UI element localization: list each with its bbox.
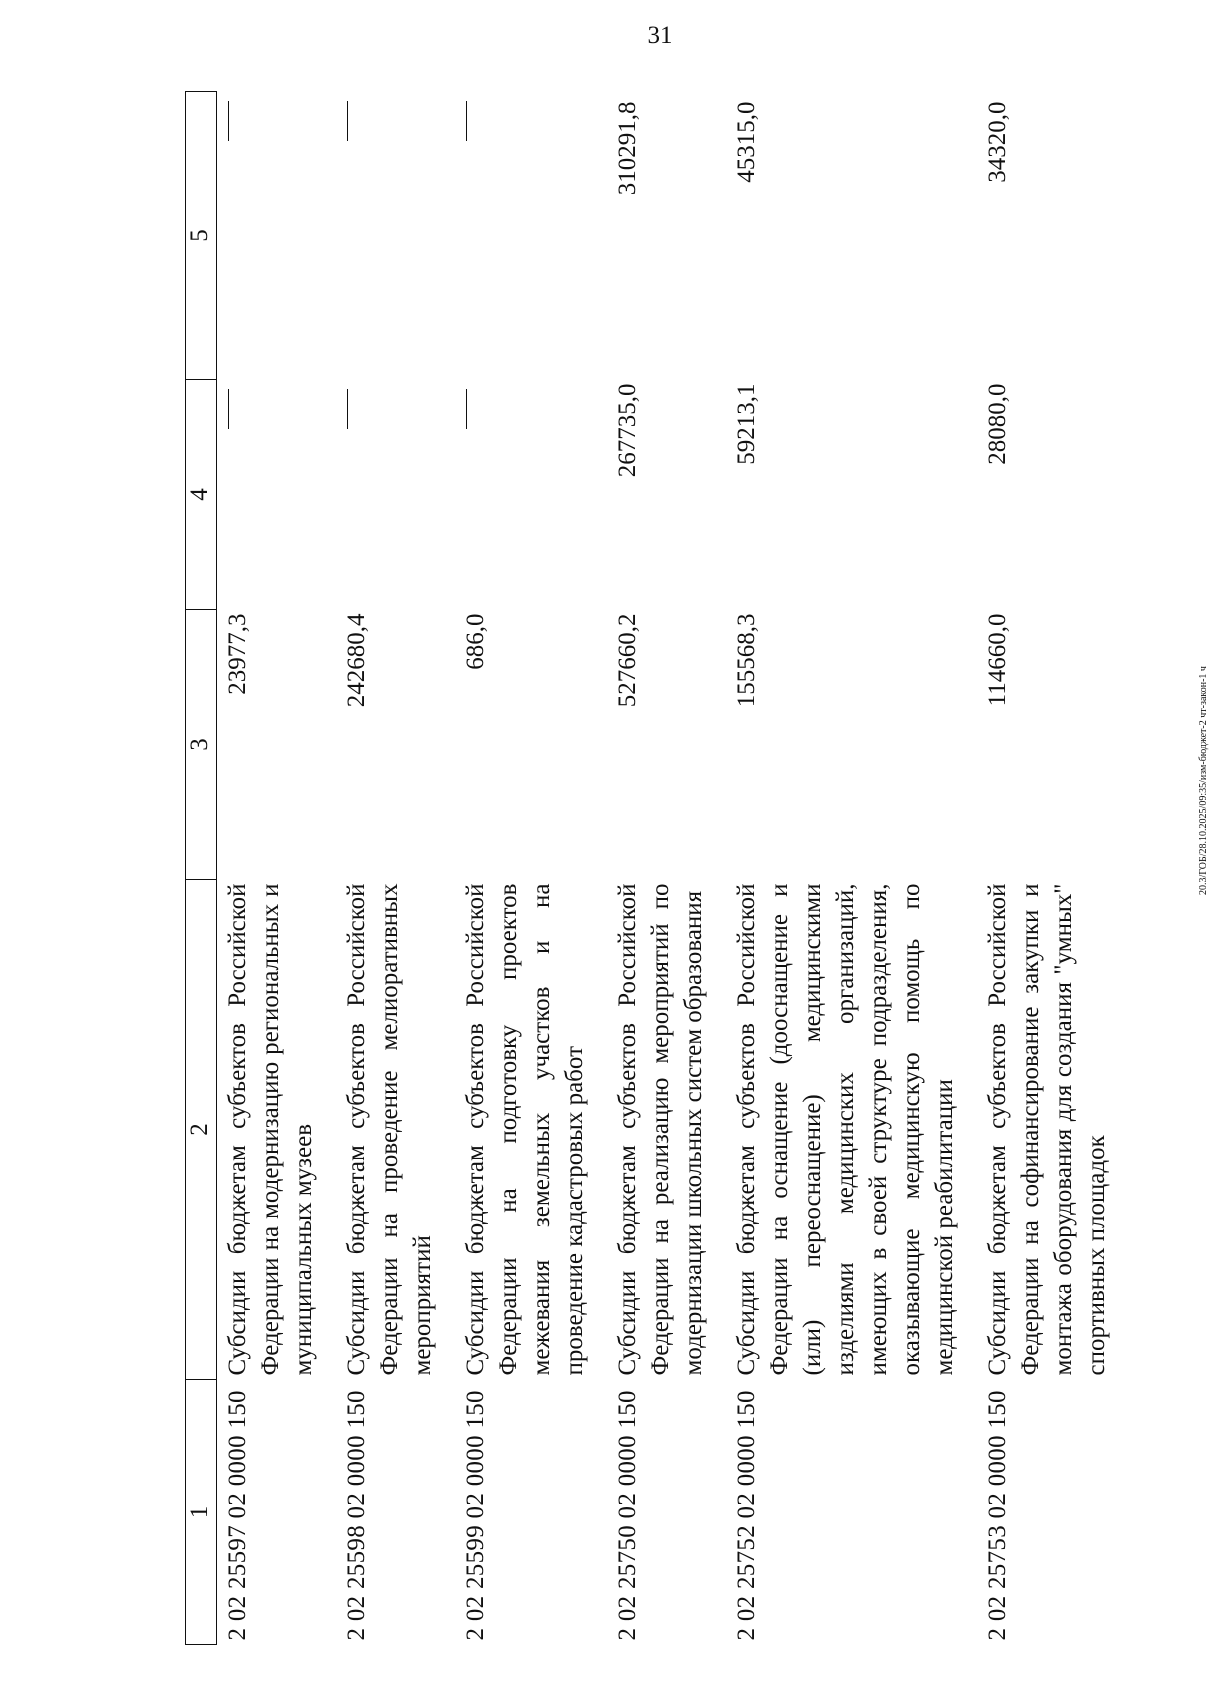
row-col3-value: 114660,0	[984, 613, 1011, 707]
row-col4-value: 59213,1	[733, 383, 760, 465]
row-col5-value: 45315,0	[733, 101, 760, 183]
row-col5-value	[336, 92, 439, 380]
row-col3-value: 242680,4	[343, 613, 370, 708]
rotated-table-container	[185, 92, 1200, 1645]
budget-table	[185, 91, 1113, 1645]
row-col5-value	[455, 92, 591, 380]
row-col3-value: 23977,3	[224, 613, 251, 695]
table-row	[977, 92, 1113, 1645]
table-row	[455, 92, 591, 1645]
row-col3-value: 686,0	[462, 613, 489, 670]
row-code: 2 02 25752 02 0000 150	[733, 1390, 760, 1641]
table-row	[607, 92, 710, 1645]
header-col-3: 3	[186, 610, 217, 880]
table-header	[186, 92, 217, 1645]
row-code: 2 02 25599 02 0000 150	[462, 1390, 489, 1641]
header-col-5: 5	[186, 92, 217, 380]
table-row	[217, 92, 321, 1645]
row-description: Субсидии бюджетам субъектов Российской Федерации на софинансирование закупки и монтажа оборудования для создания "умных" спортивных площадок	[984, 883, 1110, 1376]
dash-mark	[466, 102, 467, 142]
row-code: 2 02 25597 02 0000 150	[224, 1390, 251, 1641]
row-col5-value	[217, 92, 321, 380]
row-description: Субсидии бюджетам субъектов Российской Федерации на реализацию мероприятий по модернизации школьных систем образования	[614, 883, 707, 1376]
header-col-4: 4	[186, 380, 217, 610]
row-col4-value: 267735,0	[614, 383, 641, 478]
row-description: Субсидии бюджетам субъектов Российской Федерации на модернизацию региональных и муниципальных музеев	[224, 883, 317, 1376]
row-col3-value: 155568,3	[733, 613, 760, 708]
row-col5-value: 310291,8	[614, 101, 641, 196]
header-col-1: 1	[186, 1380, 217, 1645]
row-col4-value: 28080,0	[984, 383, 1011, 465]
row-col4-value	[455, 380, 591, 610]
row-col5-value: 34320,0	[984, 101, 1011, 183]
row-description: Субсидии бюджетам субъектов Российской Федерации на проведение мелиоративных мероприятий	[343, 883, 436, 1376]
header-col-2: 2	[186, 880, 217, 1380]
dash-mark	[228, 390, 229, 430]
footer-doc-code: 20.3/ГОБ/28.10.2025/09:35/изм-бюджет-2 чт-закон-1 ч	[1198, 666, 1209, 895]
table-row	[726, 92, 961, 1645]
row-code: 2 02 25750 02 0000 150	[614, 1390, 641, 1641]
table-row	[336, 92, 439, 1645]
row-col3-value: 527660,2	[614, 613, 641, 708]
dash-mark	[466, 390, 467, 430]
row-col4-value	[336, 380, 439, 610]
page-number: 31	[647, 22, 673, 49]
row-code: 2 02 25753 02 0000 150	[984, 1390, 1011, 1641]
row-col4-value	[217, 380, 321, 610]
dash-mark	[347, 390, 348, 430]
dash-mark	[347, 102, 348, 142]
dash-mark	[228, 102, 229, 142]
row-description: Субсидии бюджетам субъектов Российской Федерации на оснащение (дооснащение и (или) переоснащение) медицинскими изделиями медицинских организаций, имеющих в своей структуре подразделения, оказывающие медицинскую помощь по медицинской реабилитации	[733, 883, 958, 1376]
row-code: 2 02 25598 02 0000 150	[343, 1390, 370, 1641]
row-description: Субсидии бюджетам субъектов Российской Федерации на подготовку проектов межевания земельных участков и на проведение кадастровых работ	[462, 883, 588, 1376]
